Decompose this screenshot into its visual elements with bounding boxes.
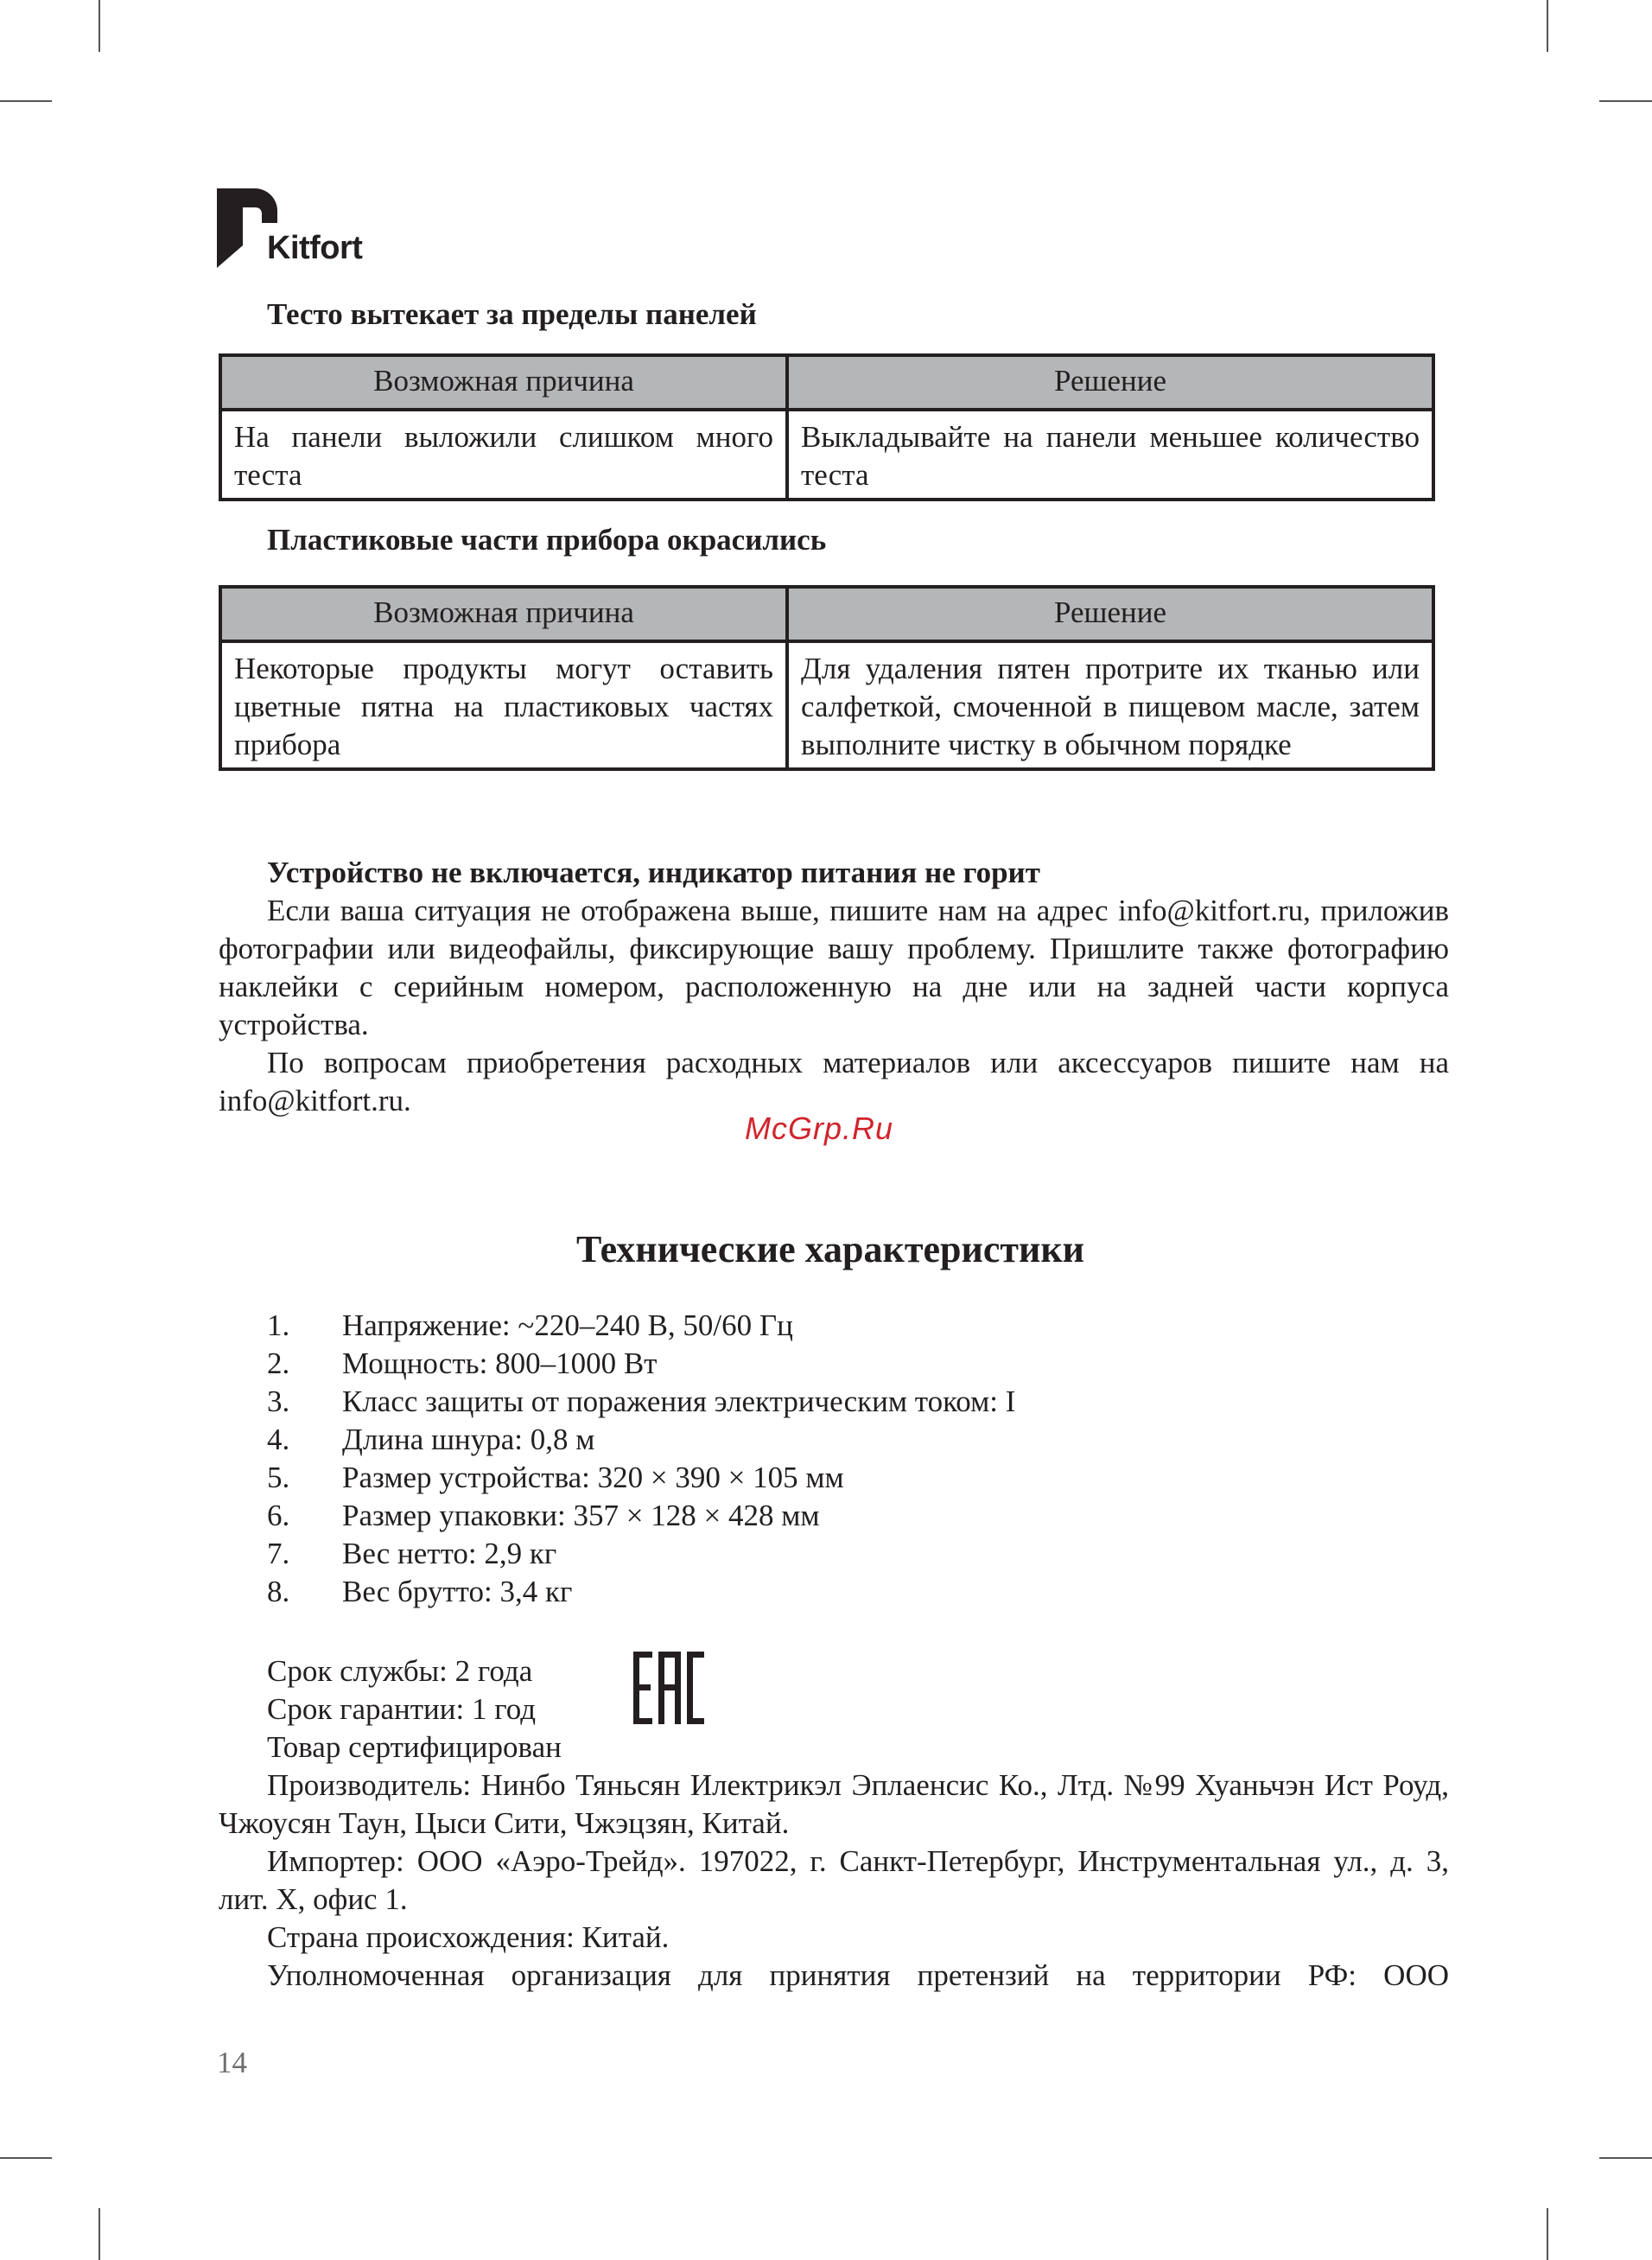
crop-mark	[1599, 2157, 1652, 2159]
dough-cause-cell: На панели выложили слишком много теста	[220, 410, 787, 500]
dough-table	[219, 353, 1435, 501]
page-number: 14	[217, 2046, 247, 2079]
spec-text: Вес нетто: 2,9 кг	[342, 1537, 557, 1570]
spec-text: Размер упаковки: 357 × 128 × 428 мм	[342, 1499, 820, 1532]
crop-mark	[0, 2157, 52, 2159]
plastic-table	[219, 585, 1435, 771]
warranty: Срок гарантии: 1 год	[267, 1692, 537, 1726]
spec-text: Вес брутто: 3,4 кг	[342, 1575, 573, 1608]
watermark: McGrp.Ru	[745, 1111, 894, 1146]
plastic-cause-header: Возможная причина	[220, 587, 787, 641]
dough-solution-cell: Выкладывайте на панели меньшее количество теста	[787, 410, 1433, 500]
crop-mark	[0, 100, 52, 102]
spec-text: Мощность: 800–1000 Вт	[342, 1346, 658, 1380]
crop-mark	[98, 2208, 100, 2260]
power-paragraph-1: Если ваша ситуация не отображена выше, пишите нам на адрес info@kitfort.ru, приложив фотографии или видеофайлы, фиксирующие вашу проблему. Пришлите также фотографию наклейки с серийным номером, расположенную на дне или на задней части корпуса устройства.	[219, 894, 1449, 1041]
crop-mark	[1599, 100, 1652, 102]
kitfort-logo-text: Kitfort	[267, 230, 363, 266]
plastic-solution-header: Решение	[787, 587, 1433, 641]
spec-text: Напряжение: ~220–240 В, 50/60 Гц	[342, 1308, 793, 1342]
dough-solution-header: Решение	[787, 355, 1433, 410]
dough-cause-header: Возможная причина	[220, 355, 787, 410]
spec-num: 2.	[267, 1346, 290, 1380]
power-heading: Устройство не включается, индикатор питания не горит	[267, 856, 1040, 889]
authorized-organization: Уполномоченная организация для принятия претензий на территории РФ: ООО	[267, 1958, 1449, 1992]
specs-title: Технические характеристики	[575, 1228, 1085, 1270]
spec-text: Размер устройства: 320 × 390 × 105 мм	[342, 1461, 844, 1494]
spec-text: Класс защиты от поражения электрическим током: I	[342, 1385, 1016, 1418]
plastic-cause-cell: Некоторые продукты могут оставить цветные пятна на пластиковых частях прибора	[220, 641, 787, 769]
spec-text: Длина шнура: 0,8 м	[342, 1423, 595, 1456]
spec-num: 5.	[267, 1461, 290, 1494]
certified: Товар сертифицирован	[267, 1730, 562, 1764]
importer: Импортер: ООО «Аэро-Трейд». 197022, г. Санкт-Петербург, Инструментальная ул., д. 3, лит. Х, офис 1.	[219, 1844, 1449, 1916]
spec-num: 6.	[267, 1499, 290, 1532]
spec-num: 7.	[267, 1537, 290, 1570]
power-paragraph-2: По вопросам приобретения расходных материалов или аксессуаров пишите нам на info@kitfort.ru.	[219, 1046, 1449, 1117]
crop-mark	[98, 0, 100, 52]
origin: Страна происхождения: Китай.	[267, 1920, 670, 1954]
spec-num: 4.	[267, 1423, 290, 1456]
spec-num: 8.	[267, 1575, 290, 1608]
dough-heading: Тесто вытекает за пределы панелей	[267, 297, 757, 331]
eac-mark-icon	[633, 1652, 704, 1724]
spec-num: 3.	[267, 1385, 290, 1418]
plastic-solution-cell: Для удаления пятен протрите их тканью или салфеткой, смоченной в пищевом масле, затем выполните чистку в обычном порядке	[787, 641, 1433, 769]
manufacturer: Производитель: Нинбо Тяньсян Илектрикэл Эплаенсис Ко., Лтд. №99 Хуаньчэн Ист Роуд, Чжоусян Таун, Цыси Сити, Чжэцзян, Китай.	[219, 1768, 1449, 1840]
service-life: Срок службы: 2 года	[267, 1654, 533, 1688]
spec-num: 1.	[267, 1308, 290, 1342]
crop-mark	[1547, 0, 1548, 52]
plastic-heading: Пластиковые части прибора окрасились	[267, 523, 827, 557]
crop-mark	[1547, 2208, 1548, 2260]
